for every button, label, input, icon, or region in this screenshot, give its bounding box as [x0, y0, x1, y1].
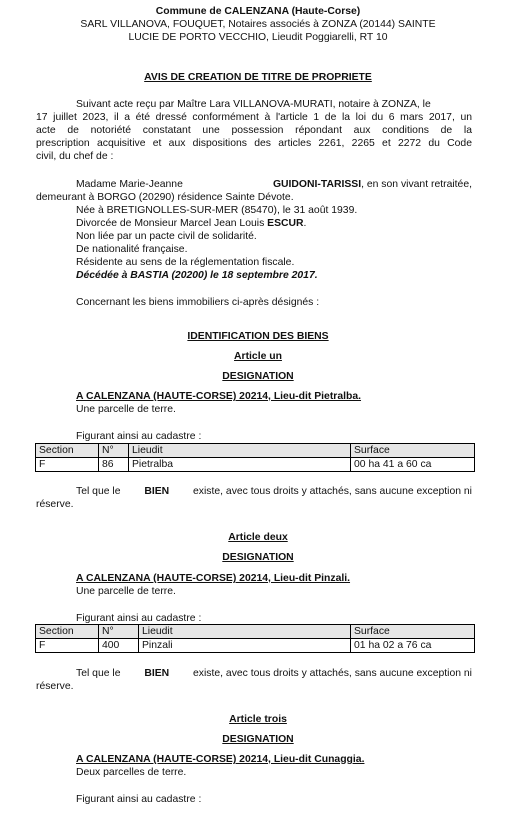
- divorce-prefix: Divorcée de Monsieur Marcel Jean Louis: [76, 218, 265, 229]
- person-nationality: De nationalité française.: [76, 244, 188, 255]
- col-lieudit: Lieudit: [129, 444, 351, 458]
- person-suffix: , en son vivant retraitée,: [361, 179, 472, 190]
- person-pacs: Non liée par un pacte civil de solidarité.: [76, 231, 257, 242]
- identification-heading: IDENTIFICATION DES BIENS: [187, 331, 329, 342]
- col-numero: N°: [99, 444, 129, 458]
- article-1-cadastre-table: [35, 443, 475, 472]
- header-commune: Commune de CALENZANA (Haute-Corse): [155, 6, 361, 17]
- table-row: [36, 639, 475, 653]
- col-section: Section: [36, 625, 99, 639]
- article-2-cadastre-table: [35, 624, 475, 653]
- article-1-cadastre-intro: Figurant ainsi au cadastre :: [76, 431, 202, 442]
- divorce-suffix: .: [303, 218, 307, 229]
- table-header-row: [36, 625, 475, 639]
- person-birth: Née à BRETIGNOLLES-SUR-MER (85470), le 31 août 1939.: [76, 205, 358, 216]
- article-1-heading: Article un: [234, 351, 282, 362]
- article-1-bien-line: [76, 485, 472, 498]
- bien-word: BIEN: [144, 668, 170, 679]
- ex-spouse-name: ESCUR: [267, 218, 304, 229]
- col-lieudit: Lieudit: [139, 625, 351, 639]
- col-numero: N°: [99, 625, 139, 639]
- article-3-description: Deux parcelles de terre.: [76, 767, 187, 778]
- table-row: [36, 458, 475, 472]
- article-1-description: Une parcelle de terre.: [76, 404, 176, 415]
- header-notary-line2: LUCIE DE PORTO VECCHIO, Lieudit Poggiarelli, RT 10: [128, 32, 388, 43]
- bien-word: BIEN: [144, 486, 170, 497]
- article-3-heading: Article trois: [229, 714, 287, 725]
- table-header-row: [36, 444, 475, 458]
- intro-line-2: 17 juillet 2023, il a été dressé conformément à l'article 1 de la loi du 6 mars 2017, un: [36, 112, 472, 123]
- article-1-designation: DESIGNATION: [222, 371, 294, 382]
- cell-surface: 00 ha 41 a 60 ca: [351, 458, 475, 472]
- document-title: AVIS DE CREATION DE TITRE DE PROPRIETE: [144, 72, 372, 83]
- bien-prefix: Tel que le: [76, 486, 121, 497]
- intro-line-1: Suivant acte reçu par Maître Lara VILLANOVA-MURATI, notaire à ZONZA, le: [76, 99, 431, 110]
- article-3-designation: DESIGNATION: [222, 734, 294, 745]
- cell-lieudit: Pietralba: [129, 458, 351, 472]
- cell-section: F: [36, 639, 99, 653]
- col-surface: Surface: [351, 625, 475, 639]
- article-2-bien-line: [76, 667, 472, 680]
- person-name: GUIDONI-TARISSI: [272, 179, 362, 190]
- article-2-location: A CALENZANA (HAUTE-CORSE) 20214, Lieu-dit Pinzali.: [76, 573, 351, 584]
- article-1-location: A CALENZANA (HAUTE-CORSE) 20214, Lieu-dit Pietralba.: [76, 391, 362, 402]
- article-3-cadastre-intro: Figurant ainsi au cadastre :: [76, 794, 202, 805]
- person-death: Décédée à BASTIA (20200) le 18 septembre 2017.: [76, 270, 318, 281]
- cell-section: F: [36, 458, 99, 472]
- person-prefix: Madame Marie-Jeanne: [76, 179, 183, 190]
- bien-suffix: existe, avec tous droits y attachés, sans aucune exception ni: [193, 668, 472, 679]
- intro-line-5: civil, du chef de :: [36, 151, 114, 162]
- cell-numero: 400: [99, 639, 139, 653]
- cell-numero: 86: [99, 458, 129, 472]
- cell-lieudit: Pinzali: [139, 639, 351, 653]
- person-divorce: [76, 217, 306, 230]
- person-residence: Résidente au sens de la réglementation fiscale.: [76, 257, 295, 268]
- bien-prefix: Tel que le: [76, 668, 121, 679]
- bien-suffix: existe, avec tous droits y attachés, sans aucune exception ni: [193, 486, 472, 497]
- header-notary-line1: SARL VILLANOVA, FOUQUET, Notaires associés à ZONZA (20144) SAINTE: [80, 19, 436, 30]
- person-address: demeurant à BORGO (20290) résidence Sainte Dévote.: [36, 192, 294, 203]
- article-3-location: A CALENZANA (HAUTE-CORSE) 20214, Lieu-dit Cunaggia.: [76, 754, 365, 765]
- cell-surface: 01 ha 02 a 76 ca: [351, 639, 475, 653]
- article-2-heading: Article deux: [228, 532, 288, 543]
- article-2-cadastre-intro: Figurant ainsi au cadastre :: [76, 613, 202, 624]
- article-2-designation: DESIGNATION: [222, 552, 294, 563]
- col-surface: Surface: [351, 444, 475, 458]
- concerning-line: Concernant les biens immobiliers ci-après désignés :: [76, 297, 320, 308]
- intro-line-3: acte de notoriété constatant une possession répondant aux conditions de la: [36, 125, 472, 136]
- article-1-bien-line-2: réserve.: [36, 499, 74, 510]
- article-2-description: Une parcelle de terre.: [76, 586, 176, 597]
- person-line-1: [76, 178, 472, 191]
- col-section: Section: [36, 444, 99, 458]
- article-2-bien-line-2: réserve.: [36, 681, 74, 692]
- intro-line-4: prescription acquisitive et aux dispositions des articles 2261, 2265 et 2272 du Code: [36, 138, 472, 149]
